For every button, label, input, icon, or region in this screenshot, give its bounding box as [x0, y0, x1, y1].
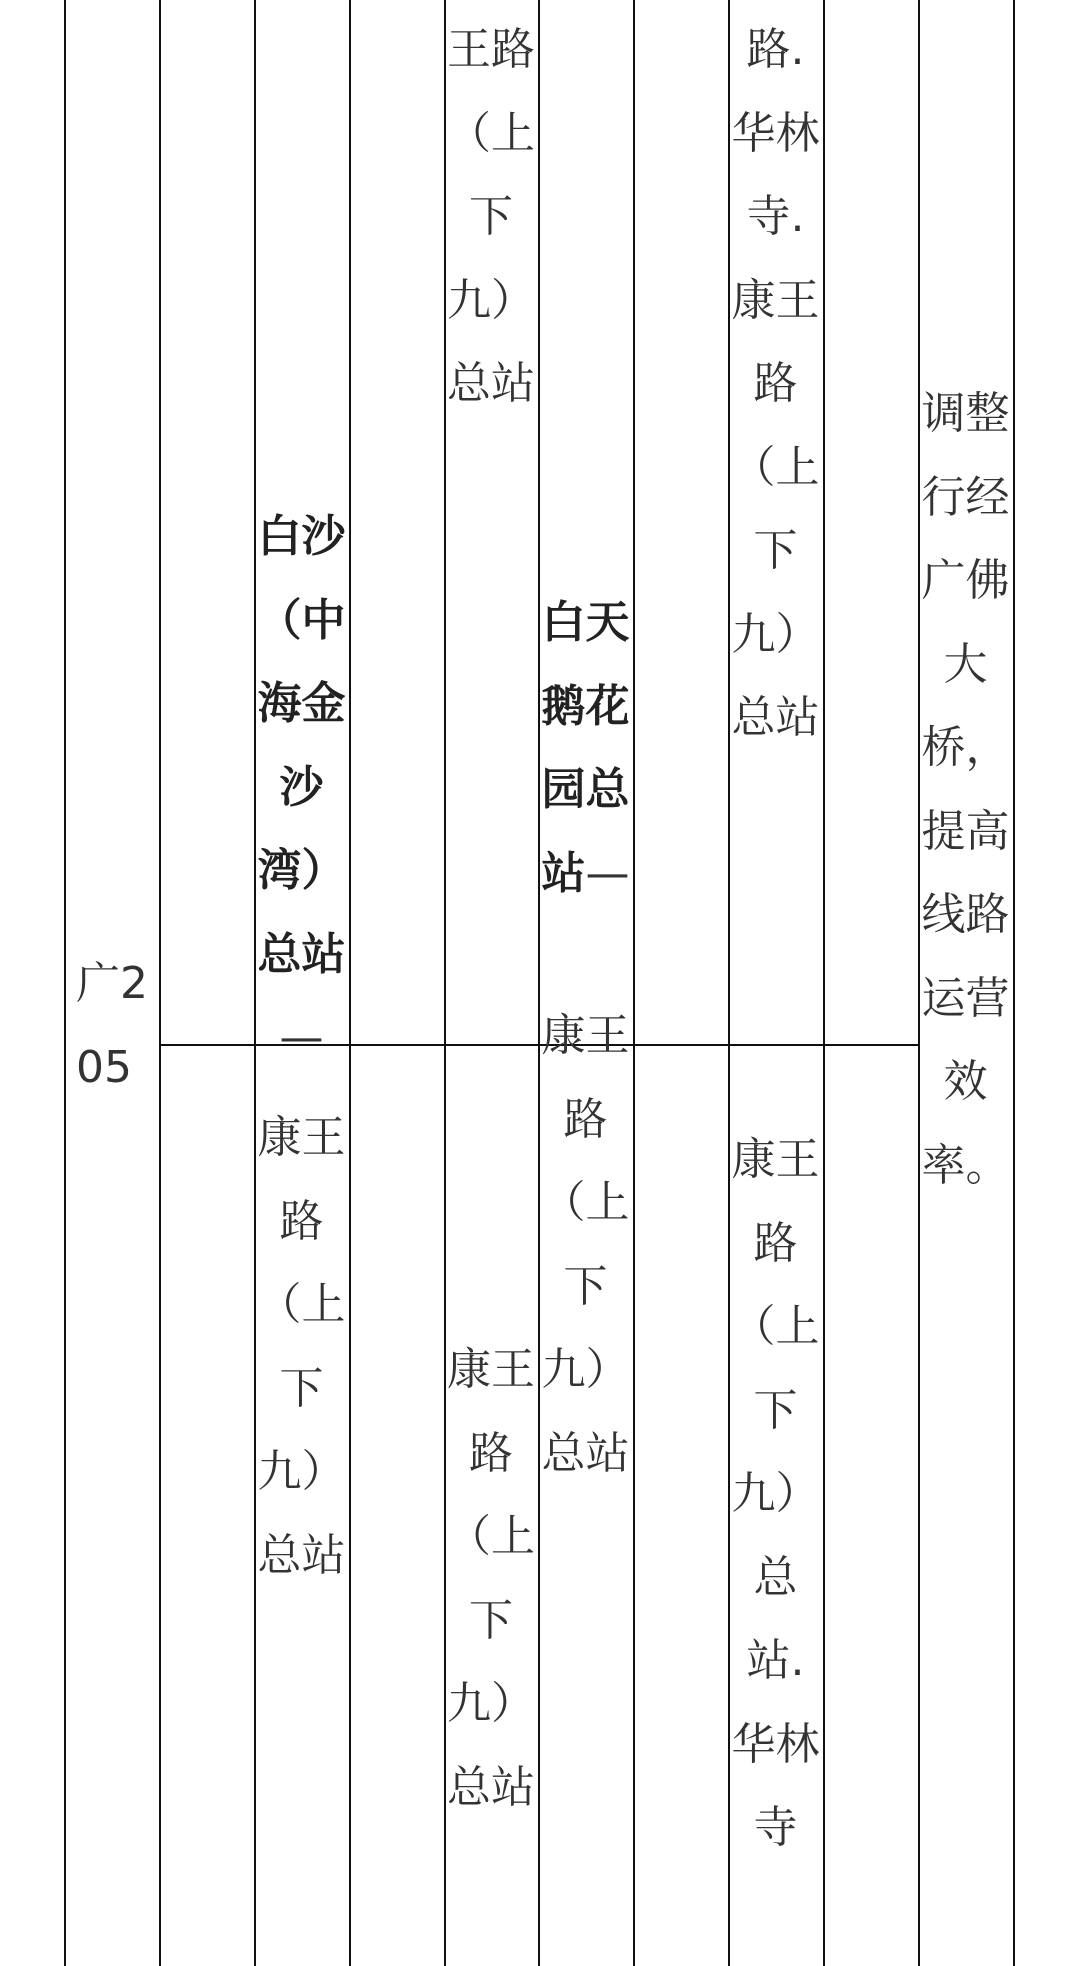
adjustment-note-cell: [918, 0, 1013, 1966]
column-divider: [823, 0, 825, 1966]
via-stops-bottom-text: 康王路（上下九）总站.华林寺: [731, 1134, 820, 1853]
column-divider: [159, 0, 161, 1966]
origin-stop-name: 白沙（中海金沙湾）总站: [257, 511, 346, 980]
stop-text-top: 王路（上下九）总站: [447, 24, 535, 409]
origin-stop-bottom-cell: [254, 1046, 349, 1966]
route-dash: —: [585, 847, 630, 899]
origin-stop-top-cell: [254, 0, 349, 1063]
stop-column-bottom-cell: [444, 1046, 538, 1966]
new-origin-bottom-cell: [538, 1010, 633, 1966]
via-stops-top-cell: [728, 0, 823, 1044]
column-divider: [349, 0, 351, 1966]
new-terminal-stop-name: 康王路（上下九）总站: [541, 1010, 630, 1479]
route-number: 广2 05: [76, 958, 148, 1093]
column-divider: [633, 0, 635, 1966]
column-divider: [64, 0, 66, 1966]
adjustment-note: 调整行经广佛大桥，提高线路运营效率。: [921, 388, 1010, 1191]
terminal-stop-name: 康王路（上下九）总站: [257, 1112, 346, 1581]
via-stops-bottom-cell: [728, 1046, 823, 1966]
route-dash: —: [279, 1012, 324, 1063]
column-divider: [1013, 0, 1015, 1966]
via-stops-top-text: 路.华林寺.康王路（上下九）总站: [731, 24, 820, 743]
new-origin-top-cell: [538, 0, 633, 1044]
stop-column-top-cell: [444, 0, 538, 1044]
stop-text-bottom: 康王路（上下九）总站: [447, 1344, 535, 1813]
new-origin-stop-name: 白天鹅花园总站: [541, 597, 630, 899]
